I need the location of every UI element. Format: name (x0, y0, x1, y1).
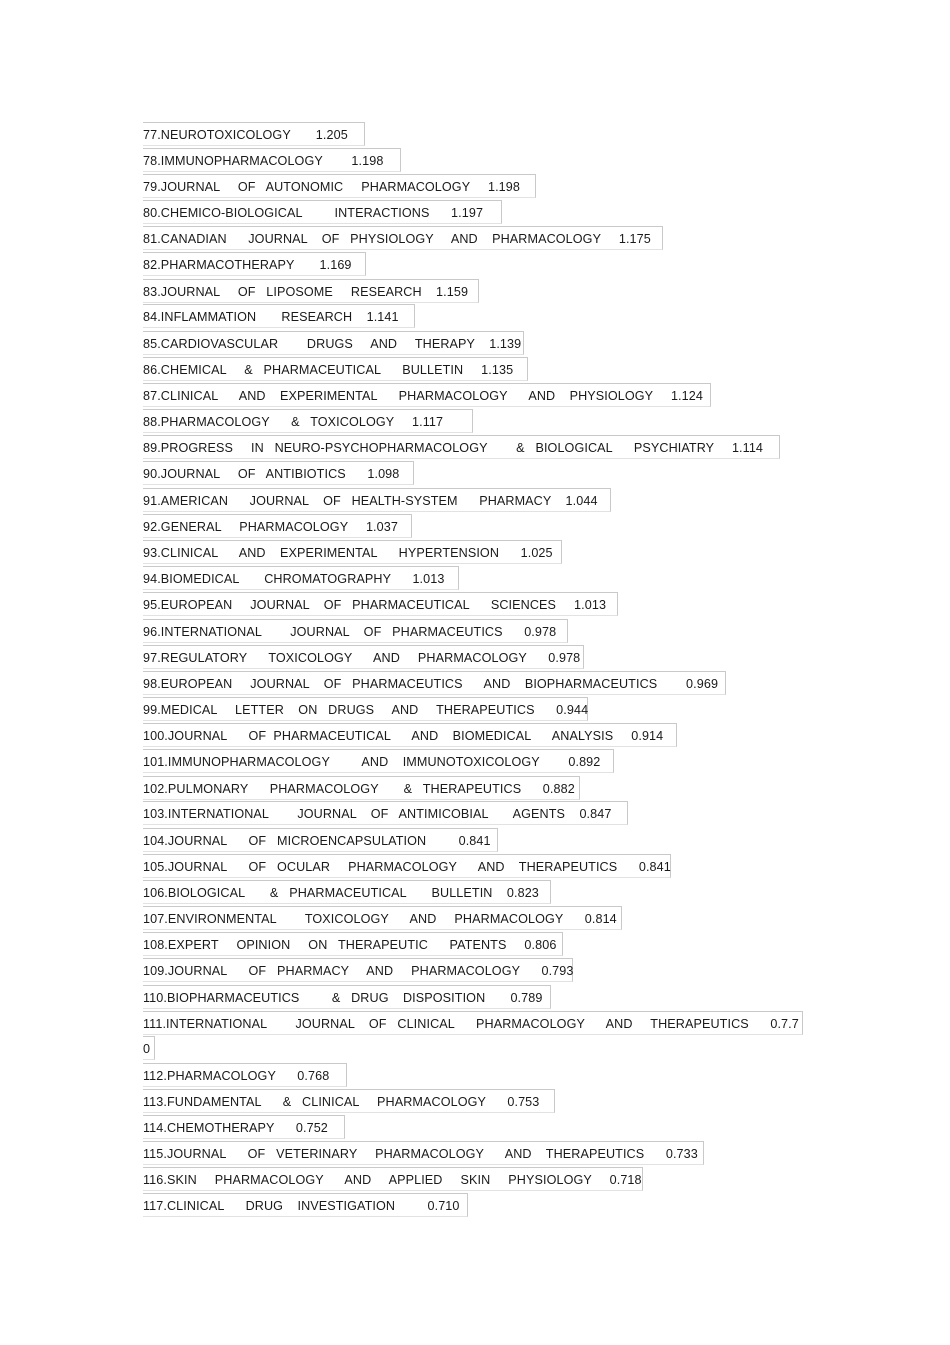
entry-text: 112.PHARMACOLOGY 0.768 (143, 1069, 330, 1083)
journal-entry (143, 776, 580, 802)
entry-text: 86.CHEMICAL & PHARMACEUTICAL BULLETIN 1.135 (143, 363, 514, 377)
entry-text: 77.NEUROTOXICOLOGY 1.205 (143, 128, 348, 142)
journal-entry (143, 749, 614, 775)
entry-text: 0 (143, 1042, 151, 1056)
entry-text: 108.EXPERT OPINION ON THERAPEUTIC PATENTS 0.806 (143, 938, 557, 952)
journal-entry (143, 1115, 345, 1141)
journal-entry (143, 566, 459, 592)
entry-text: 111.INTERNATIONAL JOURNAL OF CLINICAL PHARMACOLOGY AND THERAPEUTICS 0.7.7 (143, 1017, 799, 1031)
journal-entry (143, 540, 562, 566)
entry-text: 84.INFLAMMATION RESEARCH 1.141 (143, 310, 399, 324)
entry-text: 104.JOURNAL OF MICROENCAPSULATION 0.841 (143, 834, 491, 848)
entry-text: 101.IMMUNOPHARMACOLOGY AND IMMUNOTOXICOLOGY 0.892 (143, 755, 601, 769)
journal-entry (143, 148, 401, 174)
entry-text: 106.BIOLOGICAL & PHARMACEUTICAL BULLETIN 0.823 (143, 886, 539, 900)
journal-entry (143, 252, 366, 278)
journal-entry (143, 1089, 555, 1115)
entry-text: 114.CHEMOTHERAPY 0.752 (143, 1121, 328, 1135)
entry-text: 83.JOURNAL OF LIPOSOME RESEARCH 1.159 (143, 285, 469, 299)
journal-entry (143, 174, 536, 200)
entry-text: 117.CLINICAL DRUG INVESTIGATION 0.710 (143, 1199, 460, 1213)
journal-entry (143, 854, 671, 880)
journal-entry (143, 1141, 704, 1167)
entry-text: 94.BIOMEDICAL CHROMATOGRAPHY 1.013 (143, 572, 445, 586)
journal-entry (143, 226, 663, 252)
entry-text: 87.CLINICAL AND EXPERIMENTAL PHARMACOLOGY AND PHYSIOLOGY 1.124 (143, 389, 703, 403)
entry-text: 82.PHARMACOTHERAPY 1.169 (143, 258, 352, 272)
entry-text: 88.PHARMACOLOGY & TOXICOLOGY 1.117 (143, 415, 444, 429)
entry-text: 80.CHEMICO-BIOLOGICAL INTERACTIONS 1.197 (143, 206, 484, 220)
entry-text: 91.AMERICAN JOURNAL OF HEALTH-SYSTEM PHARMACY 1.044 (143, 494, 598, 508)
entry-text: 95.EUROPEAN JOURNAL OF PHARMACEUTICAL SCIENCES 1.013 (143, 598, 607, 612)
journal-entry (143, 488, 611, 514)
entry-text: 115.JOURNAL OF VETERINARY PHARMACOLOGY AND THERAPEUTICS 0.733 (143, 1147, 698, 1161)
entry-text: 89.PROGRESS IN NEURO-PSYCHOPHARMACOLOGY & BIOLOGICAL PSYCHIATRY 1.114 (143, 441, 764, 455)
journal-entry (143, 906, 622, 932)
journal-entry (143, 1193, 468, 1219)
entry-text: 79.JOURNAL OF AUTONOMIC PHARMACOLOGY 1.198 (143, 180, 520, 194)
entry-text: 99.MEDICAL LETTER ON DRUGS AND THERAPEUTICS 0.944 (143, 703, 589, 717)
entry-text: 100.JOURNAL OF PHARMACEUTICAL AND BIOMEDICAL ANALYSIS 0.914 (143, 729, 664, 743)
journal-entry (143, 200, 502, 226)
entry-text: 97.REGULATORY TOXICOLOGY AND PHARMACOLOGY 0.978 (143, 651, 581, 665)
journal-entry (143, 880, 551, 906)
journal-entry (143, 1011, 803, 1037)
journal-entry (143, 932, 563, 958)
journal-entry (143, 383, 711, 409)
entry-text: 93.CLINICAL AND EXPERIMENTAL HYPERTENSION 1.025 (143, 546, 553, 560)
entry-text: 85.CARDIOVASCULAR DRUGS AND THERAPY 1.139 (143, 337, 522, 351)
journal-entry (143, 985, 551, 1011)
journal-entry (143, 279, 479, 305)
journal-entry (143, 645, 584, 671)
journal-entry (143, 1063, 347, 1089)
journal-entry (143, 514, 412, 540)
entry-text: 90.JOURNAL OF ANTIBIOTICS 1.098 (143, 467, 400, 481)
journal-entry (143, 958, 573, 984)
journal-entry (143, 723, 677, 749)
journal-entry (143, 409, 473, 435)
journal-entry (143, 828, 498, 854)
journal-entry (143, 357, 528, 383)
journal-entry (143, 801, 628, 827)
entry-text: 96.INTERNATIONAL JOURNAL OF PHARMACEUTICS 0.978 (143, 625, 557, 639)
entry-text: 103.INTERNATIONAL JOURNAL OF ANTIMICOBIAL AGENTS 0.847 (143, 807, 612, 821)
entry-text: 113.FUNDAMENTAL & CLINICAL PHARMACOLOGY 0.753 (143, 1095, 540, 1109)
journal-entry (143, 671, 726, 697)
entry-text: 81.CANADIAN JOURNAL OF PHYSIOLOGY AND PHARMACOLOGY 1.175 (143, 232, 651, 246)
journal-entry (143, 122, 365, 148)
entry-text: 102.PULMONARY PHARMACOLOGY & THERAPEUTICS 0.882 (143, 782, 575, 796)
journal-entry (143, 592, 618, 618)
entry-text: 109.JOURNAL OF PHARMACY AND PHARMACOLOGY 0.793 (143, 964, 574, 978)
journal-entry (143, 304, 415, 330)
journal-entry (143, 435, 780, 461)
journal-entry (143, 697, 588, 723)
journal-entry (143, 331, 524, 357)
entry-text: 98.EUROPEAN JOURNAL OF PHARMACEUTICS AND BIOPHARMACEUTICS 0.969 (143, 677, 719, 691)
entry-text: 107.ENVIRONMENTAL TOXICOLOGY AND PHARMACOLOGY 0.814 (143, 912, 617, 926)
entry-text: 78.IMMUNOPHARMACOLOGY 1.198 (143, 154, 384, 168)
journal-entry (143, 1167, 643, 1193)
entry-text: 116.SKIN PHARMACOLOGY AND APPLIED SKIN PHYSIOLOGY 0.718 (143, 1173, 642, 1187)
entry-text: 92.GENERAL PHARMACOLOGY 1.037 (143, 520, 398, 534)
journal-entry (143, 619, 568, 645)
entry-text: 110.BIOPHARMACEUTICS & DRUG DISPOSITION 0.789 (143, 991, 543, 1005)
journal-entry (143, 1036, 155, 1062)
entry-text: 105.JOURNAL OF OCULAR PHARMACOLOGY AND THERAPEUTICS 0.841 (143, 860, 671, 874)
journal-entry (143, 461, 414, 487)
